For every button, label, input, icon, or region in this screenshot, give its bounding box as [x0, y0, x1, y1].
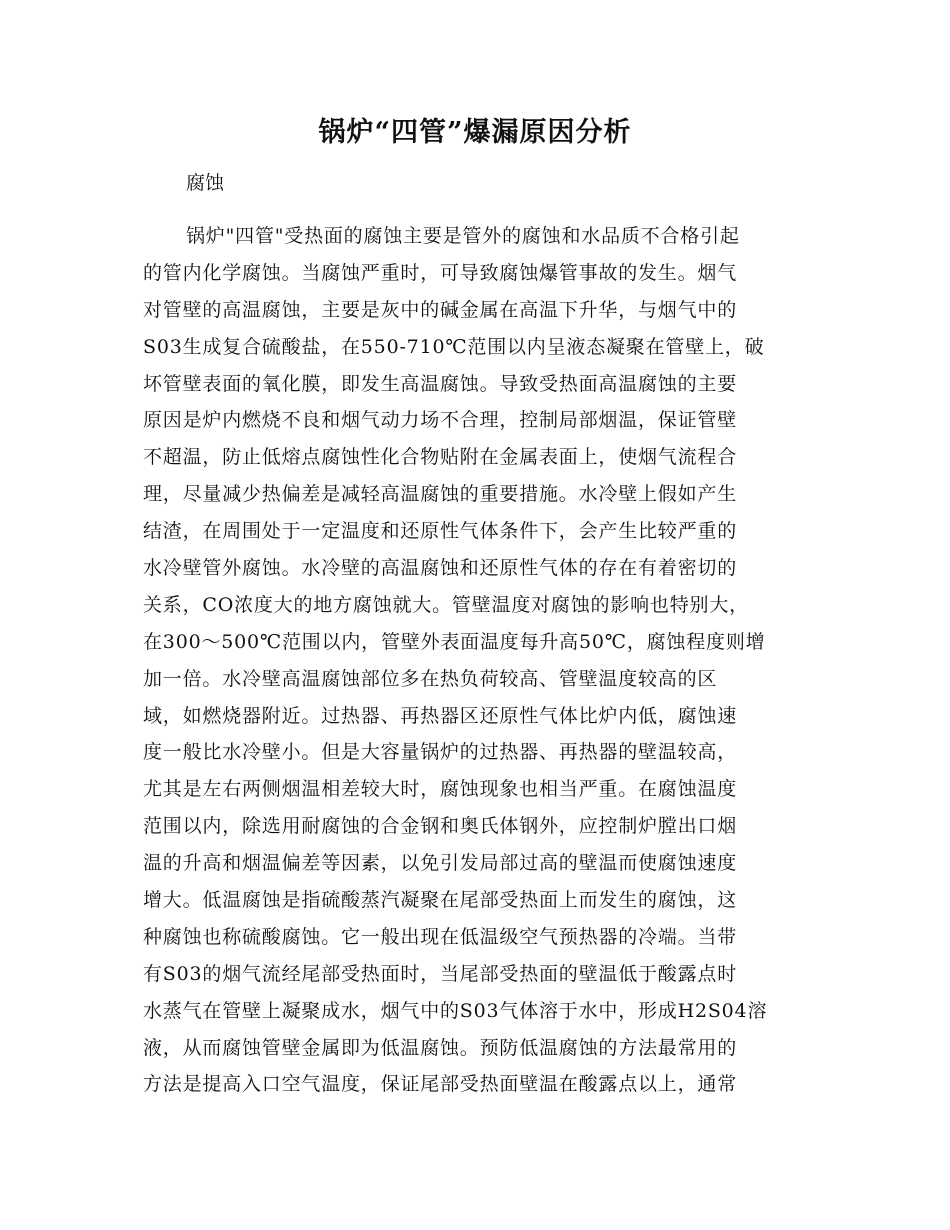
- paragraph-line: 不超温，防止低熔点腐蚀性化合物贴附在金属表面上，使烟气流程合: [143, 446, 738, 469]
- paragraph-line: 有S03的烟气流经尾部受热面时，当尾部受热面的壁温低于酸露点时: [143, 962, 737, 985]
- paragraph-line: 坏管壁表面的氧化膜，即发生高温腐蚀。导致受热面高温腐蚀的主要: [143, 372, 738, 395]
- paragraph-line: 温的升高和烟温偏差等因素，以免引发局部过高的壁温而使腐蚀速度: [143, 852, 738, 875]
- paragraph-line: S03生成复合硫酸盐，在550-710℃范围以内呈液态凝聚在管壁上，破: [143, 335, 765, 358]
- paragraph-line: 原因是炉内燃烧不良和烟气动力场不合理，控制局部烟温，保证管壁: [143, 409, 738, 432]
- paragraph-line: 域，如燃烧器附近。过热器、再热器区还原性气体比炉内低，腐蚀速: [143, 704, 738, 727]
- paragraph-line: 在300～500℃范围以内，管壁外表面温度每升高50℃，腐蚀程度则增: [143, 630, 766, 653]
- body-paragraph: [143, 218, 823, 1103]
- paragraph-line: 方法是提高入口空气温度，保证尾部受热面壁温在酸露点以上，通常: [143, 1073, 738, 1096]
- paragraph-line: 对管壁的高温腐蚀，主要是灰中的碱金属在高温下升华，与烟气中的: [143, 298, 738, 321]
- paragraph-line: 种腐蚀也称硫酸腐蚀。它一般出现在低温级空气预热器的冷端。当带: [143, 925, 738, 948]
- paragraph-line: 增大。低温腐蚀是指硫酸蒸汽凝聚在尾部受热面上而发生的腐蚀，这: [143, 889, 738, 912]
- paragraph-line: 理，尽量减少热偏差是减轻高温腐蚀的重要措施。水冷壁上假如产生: [143, 483, 738, 506]
- paragraph-line: 度一般比水冷壁小。但是大容量锅炉的过热器、再热器的壁温较高，: [143, 741, 738, 764]
- paragraph-line: 液，从而腐蚀管壁金属即为低温腐蚀。预防低温腐蚀的方法最常用的: [143, 1036, 738, 1059]
- paragraph-line: 范围以内，除选用耐腐蚀的合金钢和奥氏体钢外，应控制炉膛出口烟: [143, 815, 738, 838]
- section-heading: 腐蚀: [186, 172, 225, 194]
- page-title: 锅炉“四管”爆漏原因分析: [318, 117, 632, 148]
- paragraph-line: 水蒸气在管壁上凝聚成水，烟气中的S03气体溶于水中，形成H2S04溶: [143, 999, 768, 1022]
- paragraph-line: 加一倍。水冷壁高温腐蚀部位多在热负荷较高、管壁温度较高的区: [143, 667, 718, 690]
- paragraph-line: 结渣，在周围处于一定温度和还原性气体条件下，会产生比较严重的: [143, 520, 738, 543]
- paragraph-line: 锅炉"四管"受热面的腐蚀主要是管外的腐蚀和水品质不合格引起: [186, 225, 740, 247]
- paragraph-line: 关系，CO浓度大的地方腐蚀就大。管壁温度对腐蚀的影响也特别大，: [143, 593, 749, 616]
- paragraph-line: 水冷壁管外腐蚀。水冷壁的高温腐蚀和还原性气体的存在有着密切的: [143, 557, 738, 580]
- paragraph-line: 的管内化学腐蚀。当腐蚀严重时，可导致腐蚀爆管事故的发生。烟气: [143, 261, 738, 284]
- paragraph-line: 尤其是左右两侧烟温相差较大时，腐蚀现象也相当严重。在腐蚀温度: [143, 778, 738, 801]
